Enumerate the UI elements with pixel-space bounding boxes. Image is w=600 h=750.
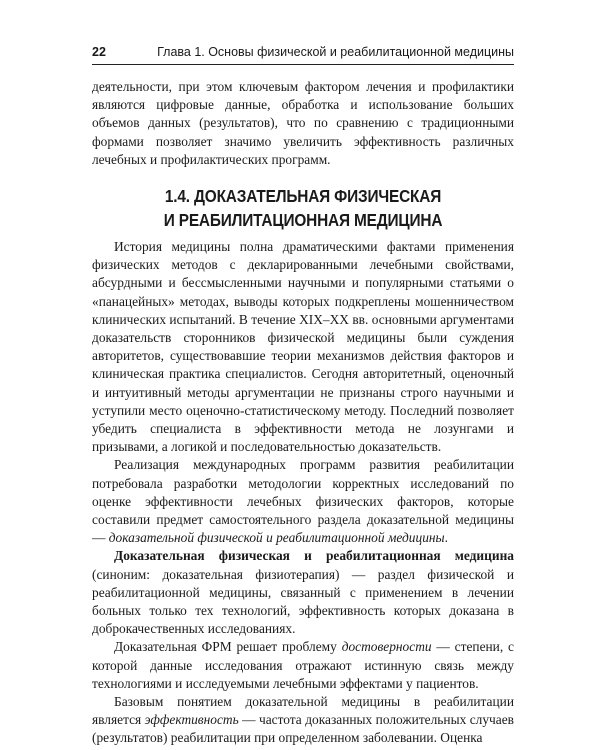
section-heading-line-1: 1.4. ДОКАЗАТЕЛЬНАЯ ФИЗИЧЕСКАЯ xyxy=(164,186,442,206)
paragraph-effectiveness xyxy=(92,693,514,748)
section-heading xyxy=(117,184,488,232)
paragraph-reliability xyxy=(92,638,514,693)
paragraph-programs-text: Реализация международных программ развития реабилитации потребовала разработки методологии корректных исследований по оценке эффективности лечебных физических факторов, которые составили предмет самостоятельного раздела доказательной медицины — xyxy=(92,457,514,546)
effectiveness-term: эффективность xyxy=(144,712,239,728)
section-body xyxy=(92,238,514,748)
definition-term: Доказательная физическая и реабилитационная медицина xyxy=(114,548,514,564)
running-header xyxy=(92,40,514,65)
intro-text-block xyxy=(92,78,514,169)
paragraph-programs-italic-term: доказательной физической и реабилитационной медицины xyxy=(108,530,445,546)
paragraph-effectiveness-end: — частота доказанных положительных случаев (результатов) реабилитации при определенном заболевании. Оценка xyxy=(92,712,514,746)
paragraph-reliability-start: Доказательная ФРМ решает проблему xyxy=(114,639,342,655)
paragraph-definition xyxy=(92,547,514,638)
reliability-term: достоверности xyxy=(341,639,432,655)
paragraph-effectiveness-start: Базовым понятием доказательной медицины в реабилитации является xyxy=(92,694,514,728)
chapter-title: Глава 1. Основы физической и реабилитационной медицины xyxy=(157,45,514,59)
section-heading-line-2: И РЕАБИЛИТАЦИОННАЯ МЕДИЦИНА xyxy=(163,210,443,230)
definition-text: (синоним: доказательная физиотерапия) — раздел физической и реабилитационной медицины, связанный с применением в лечении больных только тех технологий, эффективность которых доказана в доброкачественных исследованиях. xyxy=(92,566,514,637)
paragraph-programs xyxy=(92,456,514,547)
page-number: 22 xyxy=(92,45,106,59)
paragraph-reliability-end: — степени, с которой данные исследования отражают истинную связь между технологиями и исследуемыми лечебными эффектами у пациентов. xyxy=(92,639,514,691)
paragraph-programs-end: . xyxy=(444,530,448,546)
intro-paragraph: деятельности, при этом ключевым фактором лечения и профилактики являются цифровые данные, обработка и использование больших объемов данных (результатов), что по сравнению с традиционными формами позволяет значимо увеличить эффективность различных лечебных и профилактических программ. xyxy=(92,79,514,167)
paragraph-history: История медицины полна драматическими фактами применения физических методов с декларированными лечебными свойствами, абсурдными и бессмысленными научными и популярными статьями о «панацейных» методах, выводы которых подкреплены мошенничеством клинических испытаний. В течение XIX–XX вв. основными аргументами доказательств сторонников физической медицины были суждения авторитетов, существовавшие теории механизмов действия факторов и клиническая практика специалистов. Сегодня авторитетный, оценочный и интуитивный методы аргументации не признаны строго научными и уступили место оценочно-статистическому методу. Последний позволяет убедить специалиста в эффективности метода не лозунгами и призывами, а логикой и последовательностью доказательств. xyxy=(92,239,514,455)
